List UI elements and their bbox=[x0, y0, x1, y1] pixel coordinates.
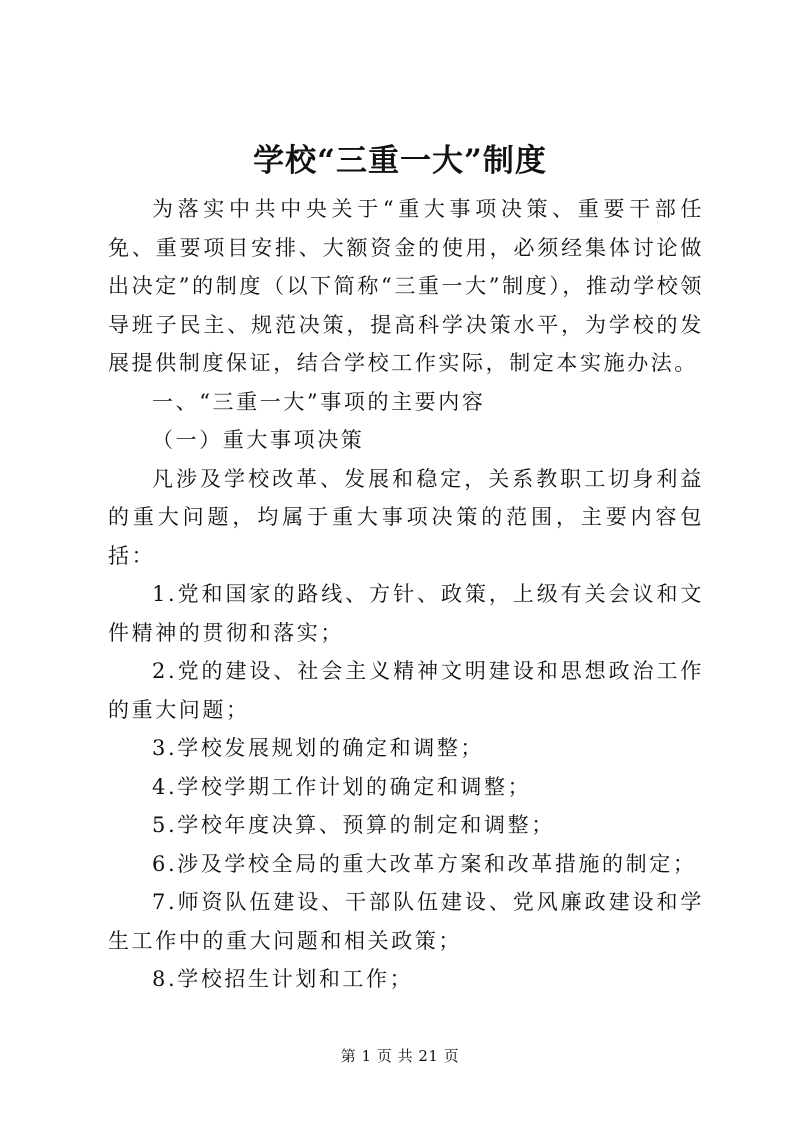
list-item-2: 2.党的建设、社会主义精神文明建设和思想政治工作的重大问题； bbox=[108, 659, 704, 722]
page-number-footer: 第 1 页 共 21 页 bbox=[340, 1047, 460, 1065]
list-item-5: 5.学校年度决算、预算的制定和调整； bbox=[152, 813, 555, 837]
list-item-8: 8.学校招生计划和工作； bbox=[152, 967, 414, 991]
section-heading-1: 一、“三重一大”事项的主要内容 bbox=[152, 389, 486, 414]
list-item-1: 1.党和国家的路线、方针、政策，上级有关会议和文件精神的贯彻和落实； bbox=[108, 582, 704, 645]
document-body bbox=[108, 190, 704, 999]
list-item-7: 7.师资队伍建设、干部队伍建设、党风廉政建设和学生工作中的重大问题和相关政策； bbox=[108, 890, 704, 953]
list-item-4: 4.学校学期工作计划的确定和调整； bbox=[152, 774, 532, 799]
subsection-heading-1: （一）重大事项决策 bbox=[152, 428, 365, 452]
paragraph-scope: 凡涉及学校改革、发展和稳定，关系教职工切身利益的重大问题，均属于重大事项决策的范围，主要内容包括： bbox=[108, 466, 704, 568]
list-item-6: 6.涉及学校全局的重大改革方案和改革措施的制定； bbox=[152, 851, 697, 876]
document-title: 学校“三重一大”制度 bbox=[253, 143, 547, 179]
paragraph-intro: 为落实中共中央关于“重大事项决策、重要干部任免、重要项目安排、大额资金的使用，必须经集体讨论做出决定”的制度（以下简称“三重一大”制度），推动学校领导班子民主、规范决策，提高科学决策水平，为学校的发展提供制度保证，结合学校工作实际，制定本实施办法。 bbox=[108, 197, 704, 375]
list-item-3: 3.学校发展规划的确定和调整； bbox=[152, 736, 485, 760]
